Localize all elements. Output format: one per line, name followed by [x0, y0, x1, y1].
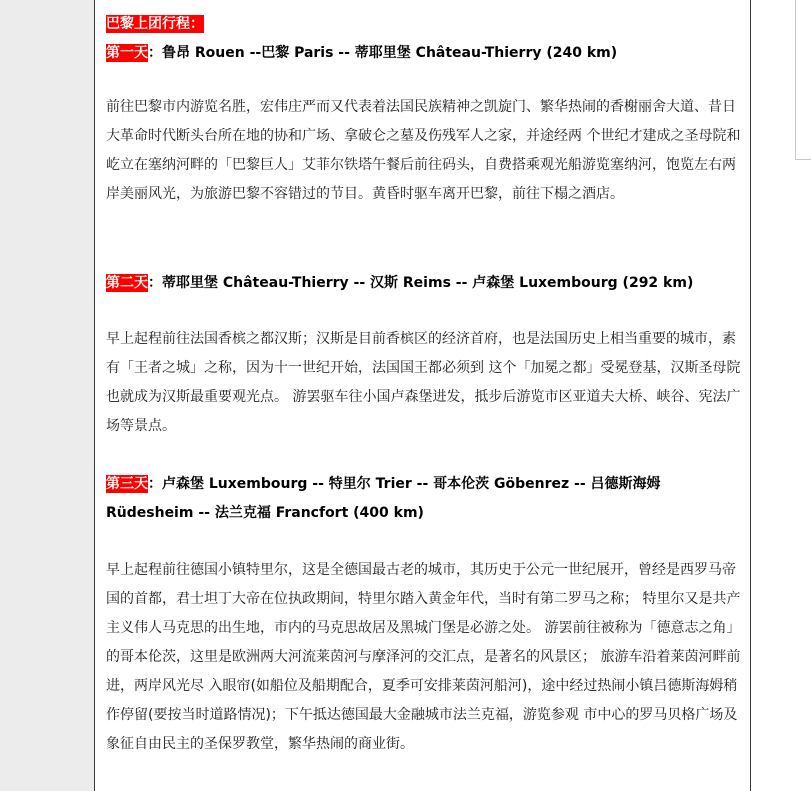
- day-1-description: 前往巴黎市内游览名胜，宏伟庄严而又代表着法国民族精神之凯旋门、繁华热闹的香榭丽舍大道、昔日大革命时代断头台所在地的协和广场、拿破仑之墓及伤残军人之家，并途经两 个世纪才建成之圣母院和屹立在塞纳河畔的「巴黎巨人」艾菲尔铁塔午餐后前往码头，自费搭乘观光船游览塞纳河，饱览左右两岸美丽风光，为旅游巴黎不容错过的节目。黄昏时驱车离开巴黎，前往下榻之酒店。: [106, 99, 741, 202]
- day-3-label: 第三天: [106, 476, 148, 492]
- day-3-route: ：卢森堡 Luxembourg -- 特里尔 Trier -- 哥本伦茨 Göbenrez -- 吕德斯海姆 Rüdesheim -- 法兰克福 Francfort (400 km): [106, 476, 661, 521]
- day-2-route: ：蒂耶里堡 Château-Thierry -- 汉斯 Reims -- 卢森堡 Luxembourg (292 km): [148, 275, 694, 291]
- day-3-description: 早上起程前往德国小镇特里尔，这是全德国最古老的城市，其历史于公元一世纪展开，曾经是西罗马帝国的首都，君士坦丁大帝在位执政期间，特里尔踏入黄金年代，当时有第二罗马之称； 特里尔又是共产主义伟人马克思的出生地，市内的马克思故居及黑城门堡是必游之处。 游罢前往被称为「德意志之角」的哥本伦茨，这里是欧洲两大河流莱茵河与摩泽河的交汇点，是著名的风景区； 旅游车沿着莱茵河畔前进，两岸风光尽 入眼帘(如船位及船期配合，夏季可安排莱茵河船河)，途中经过热闹小镇吕德斯海姆稍作停留(要按当时道路情况)；下午抵达德国最大金融城市法兰克福，游览参观 市中心的罗马贝格广场及象征自由民主的圣保罗教堂，繁华热闹的商业街。: [106, 562, 741, 752]
- itinerary-title: [106, 13, 204, 33]
- day-2-label: 第二天: [106, 275, 148, 291]
- right-margin: [750, 0, 811, 791]
- day-3-heading: [106, 470, 744, 528]
- day-2-heading: [106, 274, 693, 292]
- margin-marker: [795, 0, 796, 160]
- margin-marker-foot: [795, 159, 811, 160]
- day-1-heading: [106, 44, 617, 62]
- day-1-label: 第一天: [106, 45, 148, 61]
- title-highlight: 巴黎上团行程：: [106, 16, 204, 32]
- day-2-description: 早上起程前往法国香槟之都汉斯；汉斯是目前香槟区的经济首府，也是法国历史上相当重要的城市，素有「王者之城」之称，因为十一世纪开始，法国国王都必须到 这个「加冕之都」受冕登基，汉斯圣母院也就成为汉斯最重要观光点。 游罢驱车往小国卢森堡进发，抵步后游览市区亚道夫大桥、峡谷、宪法广场等景点。: [106, 331, 741, 434]
- document-page: [94, 0, 751, 791]
- day-1-route: ：鲁昂 Rouen --巴黎 Paris -- 蒂耶里堡 Château-Thierry (240 km): [148, 45, 618, 61]
